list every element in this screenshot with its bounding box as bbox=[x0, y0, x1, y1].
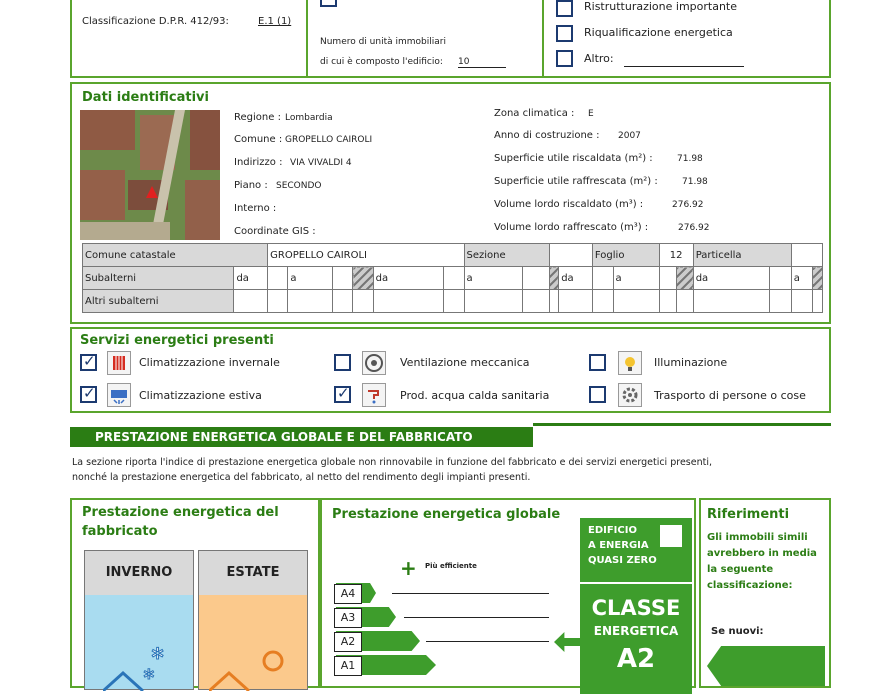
piano-value: SECONDO bbox=[276, 181, 322, 191]
sup-risc-value: 71.98 bbox=[677, 154, 703, 164]
catasto-foglio-value: 12 bbox=[659, 244, 693, 267]
riqualificazione-label: Riqualificazione energetica bbox=[584, 26, 733, 39]
ristrutturazione-label: Ristrutturazione importante bbox=[584, 0, 738, 13]
se-nuovi-arrow bbox=[707, 646, 825, 686]
indirizzo-label: Indirizzo : bbox=[234, 157, 283, 168]
dati-title: Dati identificativi bbox=[82, 90, 209, 105]
desc-line-1: La sezione riporta l'indice di prestazione energetica globale non rinnovabile in funzione del fabbricato e dei servizi energetici presenti, bbox=[72, 457, 712, 468]
gruppo-checkbox[interactable] bbox=[320, 0, 337, 7]
vol-risc-value: 276.92 bbox=[672, 200, 704, 210]
sun-house-icon bbox=[209, 631, 299, 691]
se-nuovi-label: Se nuovi: bbox=[711, 626, 764, 637]
globale-title: Prestazione energetica globale bbox=[332, 507, 561, 522]
classificazione-label: Classificazione D.P.R. 412/93: bbox=[82, 16, 229, 27]
riqualificazione-checkbox[interactable] bbox=[556, 25, 573, 42]
regione-label: Regione : bbox=[234, 112, 281, 123]
comune-label: Comune : bbox=[234, 134, 283, 145]
sup-risc-label: Superficie utile riscaldata (m²) : bbox=[494, 153, 653, 164]
riferimenti-panel: Riferimenti Gli immobili simili avrebbero in media la seguente classificazione: Se nuovi: bbox=[699, 498, 831, 688]
vol-raff-value: 276.92 bbox=[678, 223, 710, 233]
trasporto-checkbox[interactable] bbox=[589, 386, 606, 403]
classe-arrow bbox=[554, 632, 580, 652]
radiator-icon bbox=[107, 351, 131, 375]
map-thumbnail bbox=[80, 110, 220, 240]
subalterni-label: Subalterni bbox=[83, 267, 234, 290]
trasporto-label: Trasporto di persone o cose bbox=[654, 389, 806, 402]
fabbricato-panel bbox=[70, 498, 320, 688]
catasto-sezione-label: Sezione bbox=[464, 244, 549, 267]
numero-label-1: Numero di unità immobiliari bbox=[320, 37, 446, 47]
classe-label: CLASSE bbox=[591, 596, 681, 620]
banner-title: PRESTAZIONE ENERGETICA GLOBALE E DEL FABBRICATO bbox=[95, 430, 473, 444]
sup-raff-label: Superficie utile raffrescata (m²) : bbox=[494, 176, 658, 187]
comune-value: GROPELLO CAIROLI bbox=[285, 135, 373, 145]
altri-subalterni-label: Altri subalterni bbox=[83, 290, 234, 313]
altro-checkbox[interactable] bbox=[556, 50, 573, 67]
piu-efficiente-label: Più efficiente bbox=[425, 562, 477, 570]
illuminazione-checkbox[interactable] bbox=[589, 354, 606, 371]
interno-label: Interno : bbox=[234, 203, 277, 214]
snow-house-icon bbox=[103, 631, 183, 691]
table-row bbox=[83, 244, 823, 267]
catasto-comune-value: GROPELLO CAIROLI bbox=[268, 244, 464, 267]
table-row: Subalterni da a da a da a da a bbox=[83, 267, 823, 290]
top-left-panel bbox=[70, 0, 308, 78]
fabbricato-title-2: fabbricato bbox=[82, 524, 158, 539]
altro-label: Altro: bbox=[584, 52, 614, 65]
sup-raff-value: 71.98 bbox=[682, 177, 708, 187]
zona-label: Zona climatica : bbox=[494, 108, 575, 119]
acs-label: Prod. acqua calda sanitaria bbox=[400, 389, 550, 402]
vol-raff-label: Volume lordo raffrescato (m³) : bbox=[494, 222, 649, 233]
top-right-panel bbox=[542, 0, 831, 78]
indirizzo-value: VIA VIVALDI 4 bbox=[290, 158, 352, 168]
classificazione-value: E.1 (1) bbox=[258, 16, 292, 27]
globale-panel: Prestazione energetica globale + Più efficiente A4 A3 A2 A1 EDIFICIO A ENERGIA QUASI ZERO CLASSE ENERGETICA A2 bbox=[320, 498, 696, 688]
ventilazione-checkbox[interactable] bbox=[334, 354, 351, 371]
catasto-comune-label: Comune catastale bbox=[83, 244, 268, 267]
clim-estiva-checkbox[interactable] bbox=[80, 386, 97, 403]
table-row bbox=[83, 290, 823, 313]
illuminazione-label: Illuminazione bbox=[654, 356, 728, 369]
gruppo-label bbox=[346, 0, 497, 1]
catasto-particella-label: Particella bbox=[693, 244, 791, 267]
nzeb-checkbox[interactable] bbox=[660, 525, 682, 547]
estate-column bbox=[198, 550, 308, 690]
piano-label: Piano : bbox=[234, 180, 268, 191]
nzeb-box: EDIFICIO A ENERGIA QUASI ZERO bbox=[580, 518, 692, 582]
top-middle-panel bbox=[306, 0, 544, 78]
banner-line bbox=[533, 423, 831, 426]
anno-value: 2007 bbox=[618, 131, 641, 141]
numero-value: 10 bbox=[458, 57, 506, 68]
altro-line bbox=[624, 66, 744, 67]
gis-label: Coordinate GIS : bbox=[234, 226, 316, 237]
air-conditioner-icon bbox=[107, 383, 131, 407]
fabbricato-title-1: Prestazione energetica del bbox=[82, 505, 279, 520]
svg-text:✲: ✲ bbox=[151, 644, 165, 663]
fan-icon bbox=[362, 351, 386, 375]
tap-icon bbox=[362, 383, 386, 407]
lightbulb-icon bbox=[618, 351, 642, 375]
classe-value: A2 bbox=[616, 644, 656, 674]
riferimenti-title: Riferimenti bbox=[707, 507, 790, 522]
estate-label: ESTATE bbox=[226, 565, 280, 580]
gear-icon bbox=[618, 383, 642, 407]
svg-text:✲: ✲ bbox=[143, 667, 155, 683]
ristrutturazione-checkbox[interactable] bbox=[556, 0, 573, 17]
anno-label: Anno di costruzione : bbox=[494, 130, 600, 141]
dati-panel bbox=[70, 82, 831, 324]
regione-value: Lombardia bbox=[285, 113, 333, 123]
clim-invernale-checkbox[interactable] bbox=[80, 354, 97, 371]
vol-risc-label: Volume lordo riscaldato (m³) : bbox=[494, 199, 644, 210]
catasto-foglio-label: Foglio bbox=[592, 244, 659, 267]
servizi-panel bbox=[70, 327, 831, 413]
plus-icon: + bbox=[400, 556, 417, 580]
catasto-table bbox=[82, 243, 823, 313]
inverno-column bbox=[84, 550, 194, 690]
energetica-label: ENERGETICA bbox=[593, 624, 679, 638]
classe-box bbox=[580, 584, 692, 694]
clim-invernale-label: Climatizzazione invernale bbox=[139, 356, 280, 369]
desc-line-2: nonché la prestazione energetica del fabbricato, al netto del rendimento degli impianti presenti. bbox=[72, 472, 531, 483]
numero-label-2: di cui è composto l'edificio: bbox=[320, 57, 443, 67]
zona-value: E bbox=[588, 109, 594, 119]
inverno-label: INVERNO bbox=[105, 565, 173, 580]
clim-estiva-label: Climatizzazione estiva bbox=[139, 389, 262, 402]
ventilazione-label: Ventilazione meccanica bbox=[400, 356, 530, 369]
servizi-title: Servizi energetici presenti bbox=[80, 333, 274, 348]
acs-checkbox[interactable] bbox=[334, 386, 351, 403]
